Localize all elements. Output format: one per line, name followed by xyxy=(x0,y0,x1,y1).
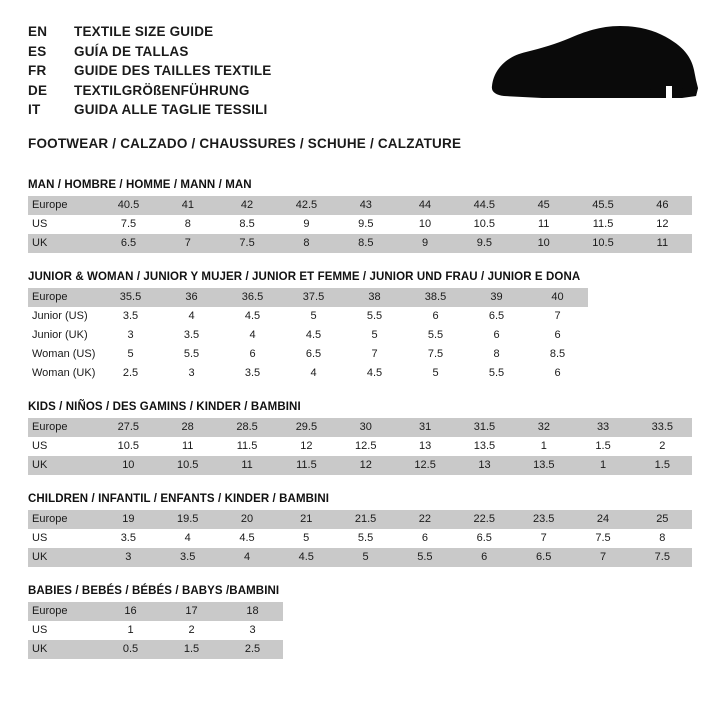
language-code: EN xyxy=(28,24,48,39)
cell: 7 xyxy=(344,345,405,364)
cell: 19.5 xyxy=(158,510,217,529)
table-row xyxy=(28,234,692,253)
cell: 24 xyxy=(573,510,632,529)
cell: 5 xyxy=(336,548,395,567)
row-label: UK xyxy=(28,234,99,253)
cell: 39 xyxy=(466,288,527,307)
cell: 6.5 xyxy=(466,307,527,326)
cell: 11.5 xyxy=(217,437,276,456)
cell: 42.5 xyxy=(277,196,337,215)
size-table-man xyxy=(28,196,692,253)
cell: 4.5 xyxy=(217,529,276,548)
cell: 1 xyxy=(574,456,633,475)
row-label: UK xyxy=(28,456,99,475)
cell: 4 xyxy=(161,307,222,326)
cell: 16 xyxy=(100,602,161,621)
cell: 6.5 xyxy=(99,234,159,253)
section-title: CHILDREN / INFANTIL / ENFANTS / KINDER / BAMBINI xyxy=(28,492,330,505)
table-row xyxy=(28,364,588,383)
cell: 6 xyxy=(405,307,466,326)
cell: 7.5 xyxy=(217,234,276,253)
table-row xyxy=(28,456,692,475)
cell: 11 xyxy=(217,456,276,475)
cell: 4.5 xyxy=(222,307,283,326)
cell: 9 xyxy=(277,215,337,234)
cell: 31 xyxy=(395,418,454,437)
cell: 9.5 xyxy=(336,215,395,234)
cell: 5 xyxy=(283,307,344,326)
cell: 7 xyxy=(158,234,217,253)
cell: 7.5 xyxy=(573,529,632,548)
cell: 3.5 xyxy=(99,529,158,548)
cell: 5.5 xyxy=(336,529,395,548)
cell: 6 xyxy=(466,326,527,345)
table-row xyxy=(28,640,283,659)
cell: 32 xyxy=(514,418,573,437)
row-label: US xyxy=(28,529,99,548)
cell: 30 xyxy=(336,418,395,437)
language-title: GUIDE DES TAILLES TEXTILE xyxy=(74,63,272,78)
cell: 5.5 xyxy=(344,307,405,326)
cell: 41 xyxy=(158,196,217,215)
cell: 6 xyxy=(395,529,454,548)
cell: 4.5 xyxy=(344,364,405,383)
cell: 17 xyxy=(161,602,222,621)
cell: 5.5 xyxy=(405,326,466,345)
cell: 10.5 xyxy=(99,437,158,456)
section-kids xyxy=(28,401,692,475)
size-table-babies xyxy=(28,602,283,659)
cell: 5 xyxy=(344,326,405,345)
cell: 21 xyxy=(277,510,336,529)
cell: 13.5 xyxy=(455,437,514,456)
cell: 11 xyxy=(514,215,573,234)
cell: 3.5 xyxy=(158,548,217,567)
cell: 11.5 xyxy=(573,215,633,234)
cell: 5.5 xyxy=(161,345,222,364)
cell: 46 xyxy=(633,196,692,215)
cell: 20 xyxy=(217,510,276,529)
cell: 6 xyxy=(527,364,588,383)
row-label: Europe xyxy=(28,288,100,307)
cell: 7 xyxy=(514,529,573,548)
row-label: Junior (UK) xyxy=(28,326,100,345)
table-row xyxy=(28,602,283,621)
cell: 11.5 xyxy=(277,456,336,475)
cell: 2.5 xyxy=(222,640,283,659)
cell: 22 xyxy=(395,510,454,529)
table-row xyxy=(28,548,692,567)
cell: 3 xyxy=(161,364,222,383)
cell: 9 xyxy=(395,234,454,253)
cell: 7.5 xyxy=(405,345,466,364)
cell: 42 xyxy=(217,196,276,215)
cell: 3 xyxy=(100,326,161,345)
category-line: FOOTWEAR / CALZADO / CHAUSSURES / SCHUHE / CALZATURE xyxy=(28,135,462,151)
cell: 8 xyxy=(277,234,337,253)
cell: 36.5 xyxy=(222,288,283,307)
cell: 23.5 xyxy=(514,510,573,529)
cell: 44.5 xyxy=(455,196,515,215)
cell: 7 xyxy=(527,307,588,326)
cell: 10 xyxy=(99,456,158,475)
table-row xyxy=(28,418,692,437)
cell: 4.5 xyxy=(277,548,336,567)
cell: 11 xyxy=(158,437,217,456)
table-row xyxy=(28,621,283,640)
section-title: JUNIOR & WOMAN / JUNIOR Y MUJER / JUNIOR ET FEMME / JUNIOR UND FRAU / JUNIOR E DONA xyxy=(28,270,581,283)
table-row xyxy=(28,326,588,345)
cell: 31.5 xyxy=(455,418,514,437)
table-row xyxy=(28,510,692,529)
cell: 33.5 xyxy=(633,418,692,437)
section-title: KIDS / NIÑOS / DES GAMINS / KINDER / BAMBINI xyxy=(28,400,301,413)
cell: 4 xyxy=(158,529,217,548)
cell: 35.5 xyxy=(100,288,161,307)
cell: 10 xyxy=(395,215,454,234)
cell: 28 xyxy=(158,418,217,437)
section-title: MAN / HOMBRE / HOMME / MANN / MAN xyxy=(28,178,252,191)
cell: 3 xyxy=(222,621,283,640)
cell: 29.5 xyxy=(277,418,336,437)
size-table-children xyxy=(28,510,692,567)
table-row xyxy=(28,288,588,307)
cell: 7.5 xyxy=(99,215,159,234)
page-header xyxy=(0,0,720,151)
cell: 2.5 xyxy=(100,364,161,383)
cell: 40.5 xyxy=(99,196,159,215)
row-label: Woman (UK) xyxy=(28,364,100,383)
row-label: Europe xyxy=(28,510,99,529)
language-code: ES xyxy=(28,43,47,59)
row-label: US xyxy=(28,621,100,640)
cell: 36 xyxy=(161,288,222,307)
table-row xyxy=(28,345,588,364)
cell: 44 xyxy=(395,196,454,215)
cell: 8.5 xyxy=(217,215,276,234)
cell: 3.5 xyxy=(222,364,283,383)
dress-shoe-icon xyxy=(482,16,702,116)
section-children xyxy=(28,493,692,567)
cell: 5 xyxy=(277,529,336,548)
cell: 12 xyxy=(336,456,395,475)
cell: 2 xyxy=(161,621,222,640)
cell: 6.5 xyxy=(514,548,573,567)
cell: 43 xyxy=(336,196,395,215)
cell: 6.5 xyxy=(283,345,344,364)
cell: 2 xyxy=(633,437,692,456)
cell: 12 xyxy=(633,215,692,234)
cell: 12.5 xyxy=(395,456,454,475)
cell: 1 xyxy=(514,437,573,456)
cell: 33 xyxy=(574,418,633,437)
language-title: TEXTILE SIZE GUIDE xyxy=(74,24,214,39)
cell: 6 xyxy=(455,548,514,567)
cell: 3.5 xyxy=(161,326,222,345)
cell: 37.5 xyxy=(283,288,344,307)
cell: 8 xyxy=(466,345,527,364)
cell: 18 xyxy=(222,602,283,621)
language-title: GUÍA DE TALLAS xyxy=(74,43,189,59)
cell: 0.5 xyxy=(100,640,161,659)
cell: 11 xyxy=(633,234,692,253)
size-table-junior-woman xyxy=(28,288,588,383)
language-code: DE xyxy=(28,82,48,98)
section-title: BABIES / BEBÉS / BÉBÉS / BABYS /BAMBINI xyxy=(28,584,280,597)
cell: 10.5 xyxy=(455,215,515,234)
section-man xyxy=(28,179,692,253)
cell: 19 xyxy=(99,510,158,529)
cell: 10 xyxy=(514,234,573,253)
language-code: FR xyxy=(28,63,47,78)
cell: 27.5 xyxy=(99,418,158,437)
row-label: US xyxy=(28,437,99,456)
cell: 38 xyxy=(344,288,405,307)
cell: 5.5 xyxy=(395,548,454,567)
tables-container xyxy=(0,179,720,659)
row-label: UK xyxy=(28,548,99,567)
row-label: UK xyxy=(28,640,100,659)
cell: 3 xyxy=(99,548,158,567)
cell: 3.5 xyxy=(100,307,161,326)
cell: 21.5 xyxy=(336,510,395,529)
cell: 8 xyxy=(633,529,692,548)
row-label: Europe xyxy=(28,196,99,215)
cell: 5.5 xyxy=(466,364,527,383)
cell: 1.5 xyxy=(574,437,633,456)
table-row xyxy=(28,307,588,326)
cell: 4 xyxy=(283,364,344,383)
row-label: Europe xyxy=(28,602,100,621)
cell: 7 xyxy=(573,548,632,567)
cell: 8.5 xyxy=(336,234,395,253)
cell: 12 xyxy=(277,437,336,456)
cell: 45 xyxy=(514,196,573,215)
cell: 5 xyxy=(100,345,161,364)
cell: 6 xyxy=(222,345,283,364)
table-row xyxy=(28,215,692,234)
cell: 9.5 xyxy=(455,234,515,253)
cell: 40 xyxy=(527,288,588,307)
cell: 1 xyxy=(100,621,161,640)
cell: 13 xyxy=(395,437,454,456)
cell: 28.5 xyxy=(217,418,276,437)
cell: 10.5 xyxy=(573,234,633,253)
row-label: Junior (US) xyxy=(28,307,100,326)
row-label: Europe xyxy=(28,418,99,437)
cell: 13.5 xyxy=(514,456,573,475)
cell: 12.5 xyxy=(336,437,395,456)
cell: 7.5 xyxy=(633,548,692,567)
section-babies xyxy=(28,585,692,659)
section-junior-woman xyxy=(28,271,692,383)
table-row xyxy=(28,529,692,548)
row-label: US xyxy=(28,215,99,234)
cell: 45.5 xyxy=(573,196,633,215)
cell: 38.5 xyxy=(405,288,466,307)
cell: 25 xyxy=(633,510,692,529)
cell: 1.5 xyxy=(633,456,692,475)
cell: 4 xyxy=(217,548,276,567)
cell: 8 xyxy=(158,215,217,234)
cell: 4.5 xyxy=(283,326,344,345)
cell: 1.5 xyxy=(161,640,222,659)
cell: 5 xyxy=(405,364,466,383)
language-title: GUIDA ALLE TAGLIE TESSILI xyxy=(74,102,268,117)
cell: 6 xyxy=(527,326,588,345)
language-code: IT xyxy=(28,102,41,117)
table-row xyxy=(28,196,692,215)
language-title: TEXTILGRÖßENFÜHRUNG xyxy=(74,82,250,98)
table-row xyxy=(28,437,692,456)
cell: 10.5 xyxy=(158,456,217,475)
cell: 13 xyxy=(455,456,514,475)
cell: 8.5 xyxy=(527,345,588,364)
cell: 4 xyxy=(222,326,283,345)
size-table-kids xyxy=(28,418,692,475)
cell: 22.5 xyxy=(455,510,514,529)
cell: 6.5 xyxy=(455,529,514,548)
row-label: Woman (US) xyxy=(28,345,100,364)
